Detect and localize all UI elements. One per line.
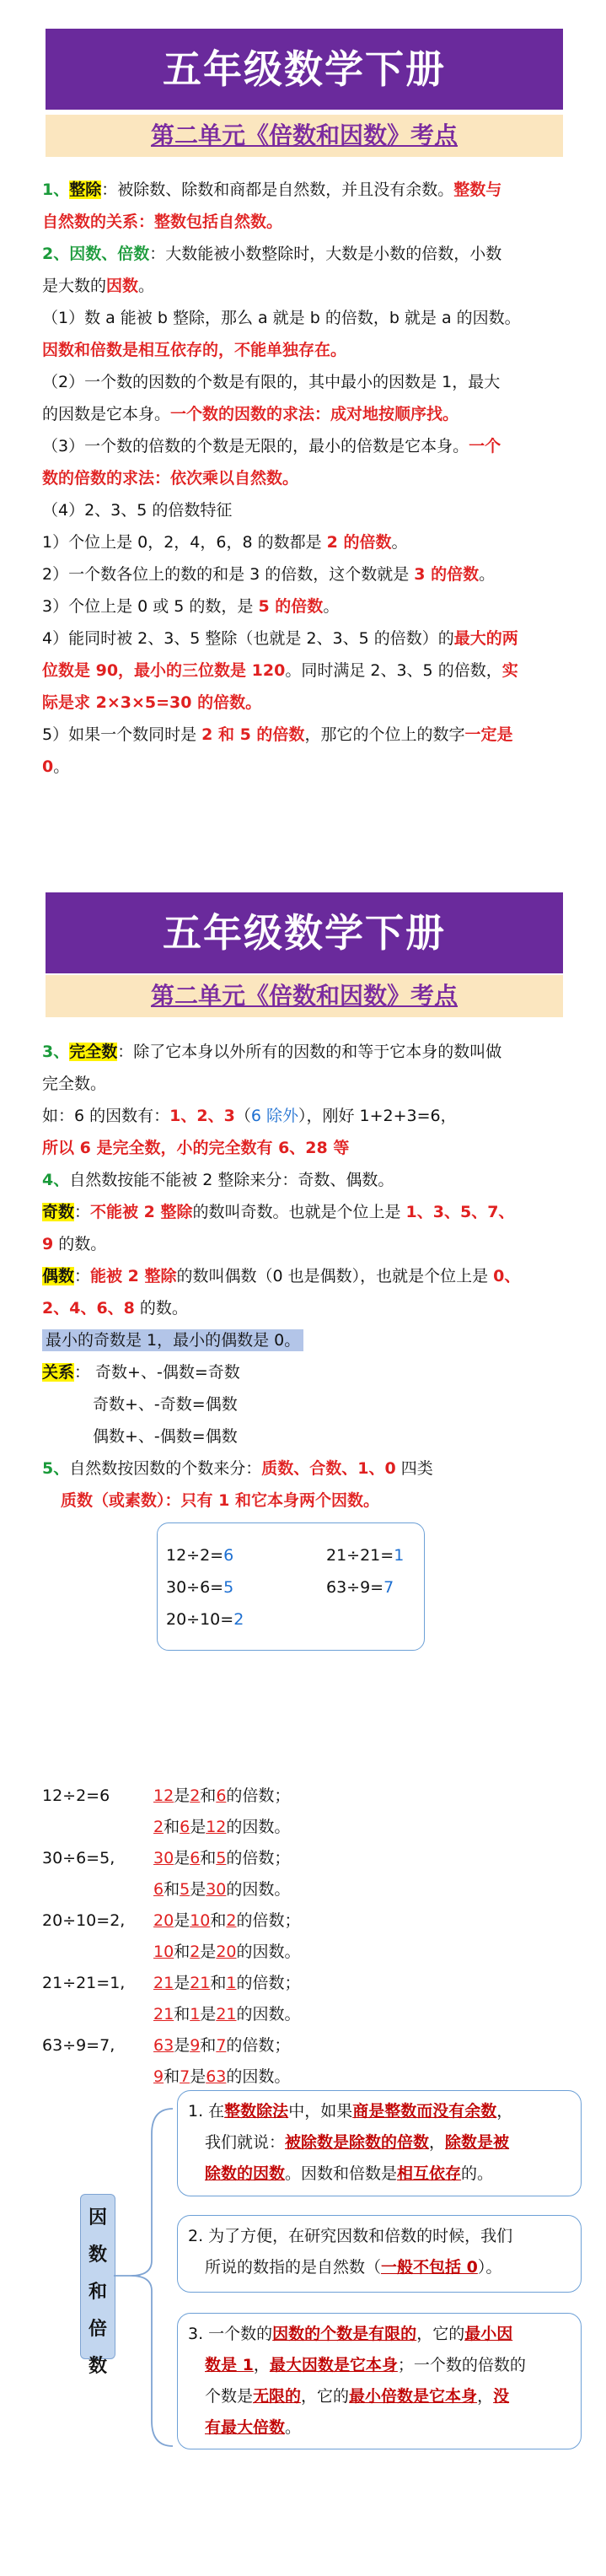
example-equation: 12÷2=6 bbox=[42, 1786, 110, 1805]
example-multiple-statement: 21是21和1的倍数； bbox=[153, 1974, 301, 1992]
page-title-1: 五年级数学下册 bbox=[46, 29, 563, 110]
perfect-number-note: 所以 6 是完全数，小的完全数有 6、28 等 bbox=[42, 1139, 350, 1157]
point-2-sub-1: （1）数 a 能被 b 整除，那么 a 就是 b 的倍数，b 就是 a 的因数。 bbox=[42, 309, 521, 327]
perfect-number-example: 如：6 的因数有：1、2、3（6 除外），刚好 1+2+3=6， bbox=[42, 1107, 457, 1125]
example-equation: 21÷21=1, bbox=[42, 1974, 126, 1992]
rule-5-multiple: 3）个位上是 0 或 5 的数，是 5 的倍数。 bbox=[42, 597, 340, 616]
equation-4: 63÷9=7 bbox=[326, 1578, 394, 1597]
even-number-def: 偶数：能被 2 整除的数叫偶数（0 也是偶数），也就是个位上是 0、 bbox=[42, 1267, 521, 1285]
example-multiple-statement: 63是9和7的倍数； bbox=[153, 2036, 291, 2055]
odd-number-def-cont: 9 的数。 bbox=[42, 1235, 107, 1253]
equation-2: 21÷21=1 bbox=[326, 1546, 405, 1565]
rule-2and5-multiple-end: 0。 bbox=[42, 757, 70, 776]
example-factor-statement: 2和6是12的因数。 bbox=[153, 1818, 291, 1836]
point-2-sub-2-cont: 的因数是它本身。一个数的因数的求法：成对地按顺序找。 bbox=[42, 405, 459, 423]
point-3-line-2: 完全数。 bbox=[42, 1075, 107, 1093]
point-2-sub-3: （3）一个数的倍数的个数是无限的，最小的倍数是它本身。一个 bbox=[42, 437, 501, 455]
example-multiple-statement: 12是2和6的倍数； bbox=[153, 1786, 291, 1805]
example-factor-statement: 9和7是63的因数。 bbox=[153, 2067, 291, 2086]
unit-subtitle-1: 第二单元《倍数和因数》考点 bbox=[46, 115, 563, 157]
equation-5: 20÷10=2 bbox=[166, 1610, 244, 1629]
division-equations-box bbox=[157, 1522, 425, 1651]
point-1-line-1: 1、整除：被除数、除数和商都是自然数，并且没有余数。整数与 bbox=[42, 181, 502, 199]
point-2-sub-3-cont: 数的倍数的求法：依次乘以自然数。 bbox=[42, 469, 299, 488]
rule-235-multiple-end: 际是求 2×3×5=30 的倍数。 bbox=[42, 693, 262, 712]
example-factor-statement: 6和5是30的因数。 bbox=[153, 1880, 291, 1899]
prime-number-def: 质数（或素数）：只有 1 和它本身两个因数。 bbox=[61, 1491, 379, 1510]
point-2-sub-4: （4）2、3、5 的倍数特征 bbox=[42, 501, 233, 520]
rule-235-multiple-cont: 位数是 90，最小的三位数是 120。同时满足 2、3、5 的倍数，实 bbox=[42, 661, 518, 680]
brace-connector bbox=[114, 2092, 181, 2463]
point-5-line-1: 5、自然数按因数的个数来分：质数、合数、1、0 四类 bbox=[42, 1459, 433, 1478]
rule-3-multiple: 2）一个数各位上的数的和是 3 的倍数，这个数就是 3 的倍数。 bbox=[42, 565, 496, 584]
concept-label: 因 数 和 倍 数 bbox=[80, 2194, 115, 2359]
example-factor-statement: 10和2是20的因数。 bbox=[153, 1943, 301, 1961]
concept-box-1: 1. 在整数除法中，如果商是整数而没有余数， 我们就说：被除数是除数的倍数，除数是被 除数的因数。因数和倍数是相互依存的。 bbox=[177, 2090, 582, 2196]
odd-number-def: 奇数：不能被 2 整除的数叫奇数。也就是个位上是 1、3、5、7、 bbox=[42, 1203, 515, 1221]
point-2-sub-2: （2）一个数的因数的个数是有限的，其中最小的因数是 1，最大 bbox=[42, 373, 501, 391]
point-4-line-1: 4、自然数按能不能被 2 整除来分：奇数、偶数。 bbox=[42, 1171, 394, 1189]
relation-line-1: 关系： 奇数+、-偶数=奇数 bbox=[42, 1363, 240, 1382]
example-multiple-statement: 30是6和5的倍数； bbox=[153, 1849, 291, 1867]
example-equation: 20÷10=2, bbox=[42, 1911, 126, 1930]
page-title-2: 五年级数学下册 bbox=[46, 892, 563, 973]
concept-box-3: 3. 一个数的因数的个数是有限的，它的最小因 数是 1，最大因数是它本身；一个数的倍数的 个数是无限的，它的最小倍数是它本身，没 有最大倍数。 bbox=[177, 2313, 582, 2449]
even-number-def-cont: 2、4、6、8 的数。 bbox=[42, 1299, 188, 1318]
rule-2-multiple: 1）个位上是 0，2，4，6，8 的数都是 2 的倍数。 bbox=[42, 533, 408, 552]
concept-box-2: 2. 为了方便，在研究因数和倍数的时候，我们 所说的数指的是自然数（一般不包括 0）。 bbox=[177, 2215, 582, 2293]
point-1-line-2: 自然数的关系：整数包括自然数。 bbox=[42, 213, 283, 231]
rule-235-multiple: 4）能同时被 2、3、5 整除（也就是 2、3、5 的倍数）的最大的两 bbox=[42, 629, 518, 648]
rule-2and5-multiple: 5）如果一个数同时是 2 和 5 的倍数，那它的个位上的数字一定是 bbox=[42, 725, 513, 744]
relation-line-3: 偶数+、-偶数=偶数 bbox=[93, 1427, 238, 1446]
point-2-sub-1-note: 因数和倍数是相互依存的，不能单独存在。 bbox=[42, 341, 347, 359]
relation-line-2: 奇数+、-奇数=偶数 bbox=[93, 1395, 238, 1414]
example-multiple-statement: 20是10和2的倍数； bbox=[153, 1911, 301, 1930]
point-2-line-2: 是大数的因数。 bbox=[42, 277, 155, 295]
unit-subtitle-2: 第二单元《倍数和因数》考点 bbox=[46, 975, 563, 1017]
example-equation: 30÷6=5, bbox=[42, 1849, 115, 1867]
equation-3: 30÷6=5 bbox=[166, 1578, 234, 1597]
example-factor-statement: 21和1是21的因数。 bbox=[153, 2005, 301, 2024]
smallest-odd-even: 最小的奇数是 1，最小的偶数是 0。 bbox=[42, 1324, 303, 1356]
example-equation: 63÷9=7, bbox=[42, 2036, 115, 2055]
point-2-line-1: 2、因数、倍数：大数能被小数整除时，大数是小数的倍数，小数 bbox=[42, 245, 502, 263]
equation-1: 12÷2=6 bbox=[166, 1546, 234, 1565]
point-3-line-1: 3、完全数：除了它本身以外所有的因数的和等于它本身的数叫做 bbox=[42, 1043, 502, 1061]
